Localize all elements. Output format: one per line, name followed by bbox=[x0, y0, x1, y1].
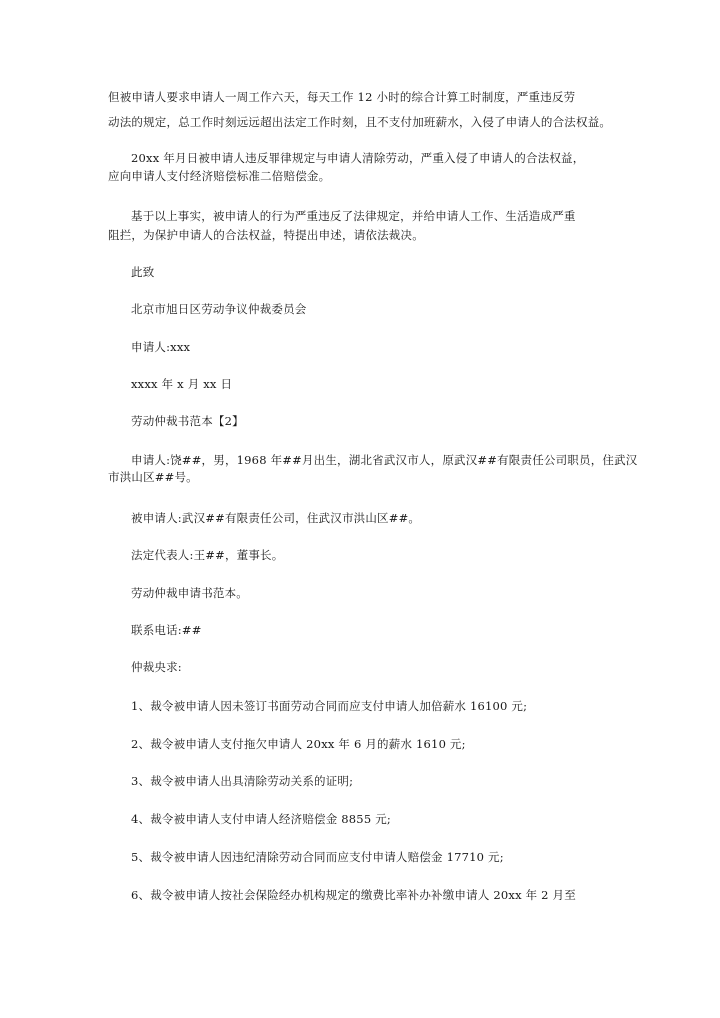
paragraph-line: 动法的规定，总工作时刻远远超出法定工作时刻，且不支付加班薪水，入侵了申请人的合法权益。 bbox=[108, 115, 612, 129]
requests-heading: 仲裁央求: bbox=[131, 660, 182, 674]
recipient: 北京市旭日区劳动争议仲裁委员会 bbox=[131, 302, 307, 316]
section-title: 劳动仲裁书范本【2】 bbox=[131, 414, 244, 428]
paragraph-line: 应向申请人支付经济赔偿标准二倍赔偿金。 bbox=[108, 169, 331, 183]
contact-phone: 联系电话:## bbox=[131, 623, 202, 637]
salutation: 此致 bbox=[131, 265, 155, 279]
paragraph-line: 20xx 年月日被申请人违反罪律规定与申请人清除劳动，严重入侵了申请人的合法权益， bbox=[131, 151, 585, 165]
paragraph-line: 申请人:饶##，男，1968 年##月出生，湖北省武汉市人，原武汉##有限责任公司职员，住武汉 bbox=[131, 453, 638, 467]
applicant-signature: 申请人:xxx bbox=[131, 340, 191, 354]
request-item: 1、裁令被申请人因未签订书面劳动合同而应支付申请人加倍薪水 16100 元; bbox=[131, 699, 528, 713]
paragraph-line: 劳动仲裁申请书范本。 bbox=[131, 586, 248, 600]
request-item: 6、裁令被申请人按社会保险经办机构规定的缴费比率补办补缴申请人 20xx 年 2 月至 bbox=[131, 888, 576, 902]
request-item: 5、裁令被申请人因违纪清除劳动合同而应支付申请人赔偿金 17710 元; bbox=[131, 850, 504, 864]
request-item: 2、裁令被申请人支付拖欠申请人 20xx 年 6 月的薪水 1610 元; bbox=[131, 737, 466, 751]
date-line: xxxx 年 x 月 xx 日 bbox=[131, 377, 233, 391]
legal-representative: 法定代表人:王##，董事长。 bbox=[131, 548, 284, 562]
request-item: 3、裁令被申请人出具清除劳动关系的证明; bbox=[131, 774, 354, 788]
request-item: 4、裁令被申请人支付申请人经济赔偿金 8855 元; bbox=[131, 812, 391, 826]
paragraph-line: 市洪山区##号。 bbox=[108, 470, 198, 484]
paragraph-line: 阻拦，为保护申请人的合法权益，特提出申述，请依法裁决。 bbox=[108, 228, 424, 242]
paragraph-line: 但被申请人要求申请人一周工作六天，每天工作 12 小时的综合计算工时制度，严重违反劳 bbox=[108, 90, 576, 104]
respondent-line: 被申请人:武汉##有限责任公司，住武汉市洪山区##。 bbox=[131, 511, 421, 525]
paragraph-line: 基于以上事实，被申请人的行为严重违反了法律规定，并给申请人工作、生活造成严重 bbox=[131, 209, 576, 223]
